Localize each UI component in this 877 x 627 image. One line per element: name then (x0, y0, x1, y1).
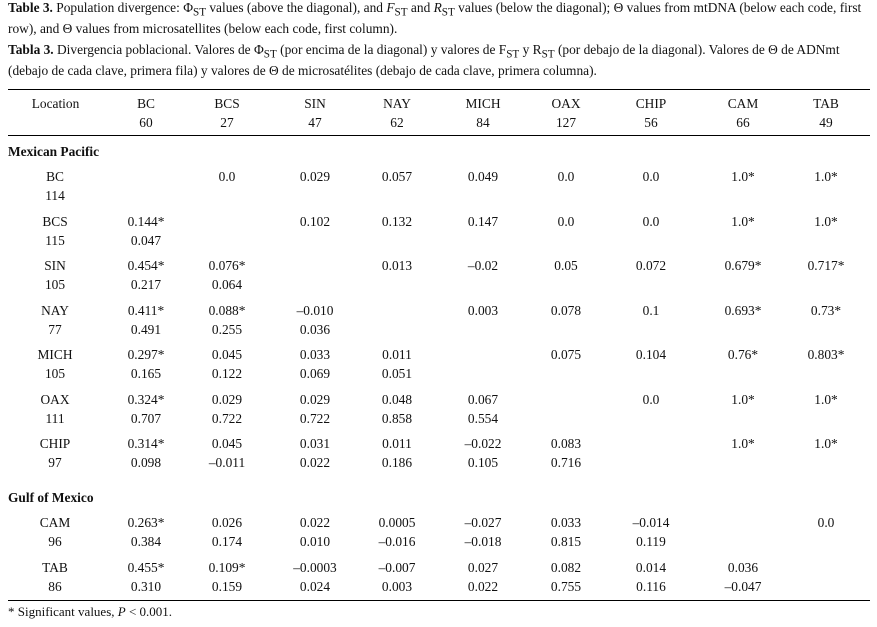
cell-tab-mich-top: 0.027 (467, 560, 499, 575)
cell-tab-sin-bottom: 0.024 (299, 579, 331, 594)
cell-oax-mich-bottom: 0.554 (467, 411, 499, 426)
caption-english (8, 0, 870, 38)
table-bottom-rule (8, 600, 870, 601)
row-code-bcs: BCS (42, 214, 68, 229)
cell-nay-chip-top: 0.1 (642, 303, 660, 318)
cell-chip-mich-top: –0.022 (464, 436, 502, 451)
cell-chip-nay-top: 0.011 (382, 436, 412, 451)
cell-cam-bc-top: 0.263* (127, 515, 165, 530)
cell-cam-sin-bottom: 0.010 (299, 534, 331, 549)
cell-oax-nay-bottom: 0.858 (381, 411, 413, 426)
cell-bc-sin-top: 0.029 (299, 169, 331, 184)
row-theta-mich: 105 (44, 366, 66, 381)
cell-cam-tab-top: 0.0 (817, 515, 835, 530)
header-theta-cam: 66 (736, 115, 750, 130)
cell-bc-bcs-top: 0.0 (218, 169, 236, 184)
row-code-tab: TAB (42, 560, 68, 575)
cell-mich-tab-top: 0.803* (807, 347, 845, 362)
section-mexican-pacific: Mexican Pacific (8, 144, 100, 159)
header-theta-oax: 127 (555, 115, 577, 130)
cell-sin-oax-top: 0.05 (554, 258, 578, 273)
cell-bcs-sin-top: 0.102 (299, 214, 331, 229)
cell-chip-sin-top: 0.031 (299, 436, 331, 451)
row-code-cam: CAM (39, 515, 71, 530)
cell-chip-oax-bottom: 0.716 (550, 455, 582, 470)
cell-sin-bcs-top: 0.076* (208, 258, 246, 273)
header-theta-sin: 47 (308, 115, 322, 130)
section-gulf-of-mexico: Gulf of Mexico (8, 490, 94, 505)
caption-es-text2: (por encima de la diagonal) y valores de F (276, 42, 507, 57)
cell-tab-nay-top: –0.007 (378, 560, 416, 575)
cell-bcs-bc-bottom: 0.047 (130, 233, 162, 248)
caption-es-text3: y R (519, 42, 542, 57)
cell-chip-bcs-top: 0.045 (211, 436, 243, 451)
cell-nay-sin-bottom: 0.036 (299, 322, 331, 337)
row-theta-nay: 77 (48, 322, 62, 337)
cell-chip-bc-bottom: 0.098 (130, 455, 162, 470)
cell-oax-bcs-bottom: 0.722 (211, 411, 243, 426)
cell-cam-nay-bottom: –0.016 (378, 534, 416, 549)
header-code-cam: CAM (727, 96, 759, 111)
caption-es-sub1: ST (263, 48, 277, 61)
cell-oax-cam-top: 1.0* (731, 392, 755, 407)
cell-oax-nay-top: 0.048 (381, 392, 413, 407)
cell-bc-cam-top: 1.0* (731, 169, 755, 184)
cell-sin-bcs-bottom: 0.064 (211, 277, 243, 292)
cell-chip-bcs-bottom: –0.011 (208, 455, 246, 470)
caption-en-sub3: ST (441, 6, 455, 19)
row-code-nay: NAY (41, 303, 69, 318)
cell-tab-nay-bottom: 0.003 (381, 579, 413, 594)
row-theta-bc: 114 (45, 188, 65, 203)
cell-bc-chip-top: 0.0 (642, 169, 660, 184)
cell-nay-bcs-bottom: 0.255 (211, 322, 243, 337)
header-theta-tab: 49 (819, 115, 833, 130)
cell-cam-nay-top: 0.0005 (378, 515, 416, 530)
cell-chip-tab-top: 1.0* (814, 436, 838, 451)
cell-bcs-bc-top: 0.144* (127, 214, 165, 229)
cell-oax-bc-top: 0.324* (127, 392, 165, 407)
cell-nay-mich-top: 0.003 (467, 303, 499, 318)
caption-es-sub3: ST (541, 48, 555, 61)
cell-cam-bc-bottom: 0.384 (130, 534, 162, 549)
cell-chip-sin-bottom: 0.022 (299, 455, 331, 470)
header-code-chip: CHIP (635, 96, 667, 111)
cell-tab-sin-top: –0.0003 (293, 560, 337, 575)
cell-bcs-mich-top: 0.147 (467, 214, 499, 229)
cell-tab-oax-top: 0.082 (550, 560, 582, 575)
cell-chip-bc-top: 0.314* (127, 436, 165, 451)
footnote (8, 604, 172, 620)
caption-en-text3: and (407, 0, 434, 15)
cell-oax-chip-top: 0.0 (642, 392, 660, 407)
cell-tab-bc-bottom: 0.310 (130, 579, 162, 594)
cell-cam-bcs-top: 0.026 (211, 515, 243, 530)
row-theta-tab: 86 (48, 579, 62, 594)
cell-nay-cam-top: 0.693* (724, 303, 762, 318)
row-code-chip: CHIP (39, 436, 71, 451)
row-theta-chip: 97 (48, 455, 62, 470)
caption-en-r: R (433, 0, 442, 15)
footnote-p: P (117, 604, 126, 619)
row-theta-cam: 96 (48, 534, 62, 549)
cell-nay-oax-top: 0.078 (550, 303, 582, 318)
cell-oax-bc-bottom: 0.707 (130, 411, 162, 426)
cell-sin-bc-top: 0.454* (127, 258, 165, 273)
cell-nay-sin-top: –0.010 (296, 303, 334, 318)
cell-mich-sin-top: 0.033 (299, 347, 331, 362)
cell-sin-chip-top: 0.072 (635, 258, 667, 273)
cell-sin-nay-top: 0.013 (381, 258, 413, 273)
caption-en-text1: Population divergence: Φ (52, 0, 193, 15)
cell-tab-oax-bottom: 0.755 (550, 579, 582, 594)
cell-chip-nay-bottom: 0.186 (381, 455, 413, 470)
header-code-mich: MICH (465, 96, 501, 111)
cell-bc-oax-top: 0.0 (557, 169, 575, 184)
cell-tab-bcs-bottom: 0.159 (211, 579, 243, 594)
cell-oax-sin-top: 0.029 (299, 392, 331, 407)
cell-sin-tab-top: 0.717* (807, 258, 845, 273)
cell-mich-sin-bottom: 0.069 (299, 366, 331, 381)
cell-tab-chip-top: 0.014 (635, 560, 667, 575)
header-theta-mich: 84 (476, 115, 490, 130)
header-theta-bcs: 27 (220, 115, 234, 130)
table-header-rule (8, 135, 870, 136)
cell-bcs-tab-top: 1.0* (814, 214, 838, 229)
cell-mich-bcs-top: 0.045 (211, 347, 243, 362)
row-theta-bcs: 115 (45, 233, 65, 248)
header-code-oax: OAX (551, 96, 581, 111)
cell-oax-bcs-top: 0.029 (211, 392, 243, 407)
header-code-sin: SIN (304, 96, 326, 111)
cell-cam-mich-bottom: –0.018 (464, 534, 502, 549)
cell-tab-bc-top: 0.455* (127, 560, 165, 575)
cell-oax-sin-bottom: 0.722 (299, 411, 331, 426)
header-location: Location (31, 96, 80, 111)
cell-bcs-oax-top: 0.0 (557, 214, 575, 229)
cell-tab-bcs-top: 0.109* (208, 560, 246, 575)
cell-tab-chip-bottom: 0.116 (636, 579, 666, 594)
cell-bcs-cam-top: 1.0* (731, 214, 755, 229)
cell-chip-oax-top: 0.083 (550, 436, 582, 451)
cell-mich-bc-bottom: 0.165 (130, 366, 162, 381)
row-theta-sin: 105 (44, 277, 66, 292)
cell-tab-mich-bottom: 0.022 (467, 579, 499, 594)
cell-cam-oax-bottom: 0.815 (550, 534, 582, 549)
cell-bc-tab-top: 1.0* (814, 169, 838, 184)
cell-oax-mich-top: 0.067 (467, 392, 499, 407)
cell-cam-sin-top: 0.022 (299, 515, 331, 530)
caption-es-label: Tabla 3. (8, 42, 54, 57)
row-code-bc: BC (46, 169, 64, 184)
cell-chip-mich-bottom: 0.105 (467, 455, 499, 470)
cell-mich-nay-top: 0.011 (382, 347, 412, 362)
cell-bcs-chip-top: 0.0 (642, 214, 660, 229)
row-code-oax: OAX (40, 392, 70, 407)
cell-nay-tab-top: 0.73* (810, 303, 842, 318)
header-theta-nay: 62 (390, 115, 404, 130)
caption-en-f: F (386, 0, 395, 15)
caption-en-sub1: ST (192, 6, 207, 19)
cell-bc-nay-top: 0.057 (381, 169, 413, 184)
caption-en-label: Table 3. (8, 0, 53, 15)
cell-sin-mich-top: –0.02 (467, 258, 499, 273)
header-code-nay: NAY (383, 96, 411, 111)
cell-mich-bc-top: 0.297* (127, 347, 165, 362)
cell-mich-oax-top: 0.075 (550, 347, 582, 362)
cell-sin-bc-bottom: 0.217 (130, 277, 162, 292)
cell-oax-tab-top: 1.0* (814, 392, 838, 407)
caption-es-sub2: ST (506, 48, 520, 61)
caption-en-text4: values (below the diagonal); Θ values from mtDNA (below each code, first row), and Θ values from microsatellites (below each code, first column). (8, 0, 862, 37)
header-code-bc: BC (137, 96, 155, 111)
cell-tab-cam-top: 0.036 (727, 560, 759, 575)
row-theta-oax: 111 (45, 411, 65, 426)
cell-mich-cam-top: 0.76* (727, 347, 759, 362)
cell-cam-mich-top: –0.027 (464, 515, 502, 530)
header-code-tab: TAB (813, 96, 839, 111)
table-top-rule (8, 89, 870, 90)
caption-spanish (8, 42, 870, 80)
cell-cam-oax-top: 0.033 (550, 515, 582, 530)
cell-nay-bc-top: 0.411* (127, 303, 165, 318)
cell-cam-chip-top: –0.014 (632, 515, 670, 530)
cell-mich-chip-top: 0.104 (635, 347, 667, 362)
header-theta-bc: 60 (139, 115, 153, 130)
cell-cam-bcs-bottom: 0.174 (211, 534, 243, 549)
cell-nay-bcs-top: 0.088* (208, 303, 246, 318)
row-code-mich: MICH (37, 347, 73, 362)
footnote-rest: < 0.001. (125, 604, 173, 619)
cell-bcs-nay-top: 0.132 (381, 214, 413, 229)
cell-mich-bcs-bottom: 0.122 (211, 366, 243, 381)
caption-es-text4: (por debajo de la diagonal). Valores de Θ de ADNmt (debajo de cada clave, primera fila) y valores de Θ de microsatélites (debajo de cada clave, primera columna). (8, 42, 840, 79)
cell-cam-chip-bottom: 0.119 (636, 534, 666, 549)
cell-bc-mich-top: 0.049 (467, 169, 499, 184)
caption-es-text1: Divergencia poblacional. Valores de Φ (53, 42, 264, 57)
cell-chip-cam-top: 1.0* (731, 436, 755, 451)
row-code-sin: SIN (44, 258, 66, 273)
cell-tab-cam-bottom: –0.047 (724, 579, 762, 594)
cell-mich-nay-bottom: 0.051 (381, 366, 413, 381)
footnote-text: * Significant values, (8, 604, 118, 619)
header-theta-chip: 56 (644, 115, 658, 130)
caption-en-sub2: ST (394, 6, 408, 19)
caption-en-text2: values (above the diagonal), and (206, 0, 387, 15)
cell-sin-cam-top: 0.679* (724, 258, 762, 273)
cell-nay-bc-bottom: 0.491 (130, 322, 162, 337)
header-code-bcs: BCS (214, 96, 240, 111)
